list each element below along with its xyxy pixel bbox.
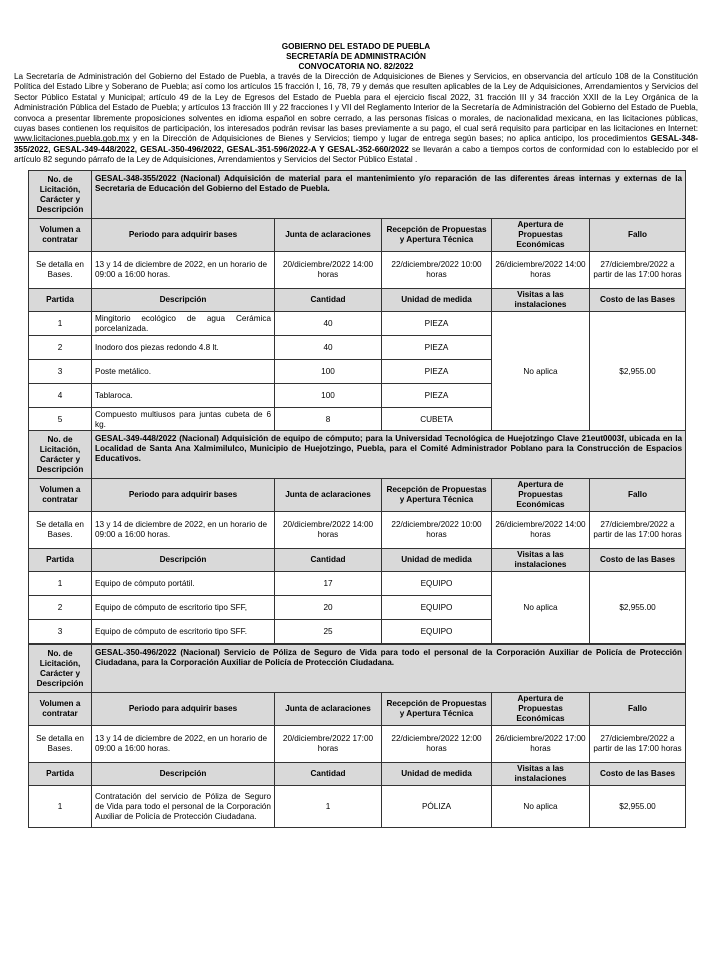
header-convocatoria: CONVOCATORIA NO. 82/2022: [298, 62, 414, 71]
visitas-value: No aplica: [492, 786, 590, 828]
apertura-value: 26/diciembre/2022 14:00 horas: [492, 512, 590, 549]
partida-cell: 5: [29, 408, 92, 432]
apertura-value: 26/diciembre/2022 14:00 horas: [492, 252, 590, 289]
cantidad-cell: 8: [275, 408, 382, 432]
descripcion-cell: Mingitorio ecológico de agua Cerámica porcelanizada.: [92, 312, 275, 336]
fallo-value: 27/diciembre/2022 a partir de las 17:00 horas: [590, 726, 686, 763]
no-licitacion-label: No. de Licitación, Carácter y Descripción: [29, 171, 92, 219]
costo-header: Costo de las Bases: [590, 763, 686, 786]
descripcion-cell: Compuesto multiusos para juntas cubeta de 6 kg.: [92, 408, 275, 432]
cantidad-cell: 1: [275, 786, 382, 828]
document-header: [0, 42, 712, 72]
partida-header: Partida: [29, 549, 92, 572]
cantidad-cell: 17: [275, 572, 382, 596]
cantidad-cell: 100: [275, 384, 382, 408]
volumen-value: Se detalla en Bases.: [29, 726, 92, 763]
visitas-value: No aplica: [492, 572, 590, 644]
intro-paragraph: [14, 72, 698, 166]
partida-cell: 2: [29, 596, 92, 620]
unidad-cell: PIEZA: [382, 384, 492, 408]
unidad-cell: EQUIPO: [382, 596, 492, 620]
costo-value: $2,955.00: [590, 572, 686, 644]
junta-header: Junta de aclaraciones: [275, 693, 382, 726]
no-licitacion-label: No. de Licitación, Carácter y Descripción: [29, 645, 92, 693]
apertura-header: Apertura de Propuestas Económicas: [492, 479, 590, 512]
periodo-value: 13 y 14 de diciembre de 2022, en un horario de 09:00 a 16:00 horas.: [92, 726, 275, 763]
recepcion-header: Recepción de Propuestas y Apertura Técnica: [382, 219, 492, 252]
unidad-header: Unidad de medida: [382, 289, 492, 312]
unidad-cell: PIEZA: [382, 336, 492, 360]
visitas-header: Visitas a las instalaciones: [492, 289, 590, 312]
cantidad-header: Cantidad: [275, 549, 382, 572]
cantidad-cell: 40: [275, 312, 382, 336]
junta-header: Junta de aclaraciones: [275, 219, 382, 252]
tender-title: GESAL-348-355/2022 (Nacional) Adquisición de material para el mantenimiento y/o reparación de las diferentes áreas internas y externas de la Secretaria de Educación del Gobierno del Estado de Puebla.: [92, 171, 686, 219]
junta-value: 20/diciembre/2022 14:00 horas: [275, 512, 382, 549]
descripcion-header: Descripción: [92, 289, 275, 312]
tender-table-2: [28, 430, 686, 644]
unidad-header: Unidad de medida: [382, 549, 492, 572]
partida-cell: 1: [29, 572, 92, 596]
descripcion-cell: Equipo de cómputo de escritorio tipo SFF,: [92, 596, 275, 620]
visitas-value: No aplica: [492, 312, 590, 432]
licitaciones-link[interactable]: www.licitaciones.puebla.gob.mx: [14, 134, 130, 144]
table-row: [29, 572, 686, 596]
periodo-value: 13 y 14 de diciembre de 2022, en un horario de 09:00 a 16:00 horas.: [92, 252, 275, 289]
unidad-header: Unidad de medida: [382, 763, 492, 786]
tender-table-1: [28, 170, 686, 432]
unidad-cell: EQUIPO: [382, 620, 492, 644]
costo-header: Costo de las Bases: [590, 549, 686, 572]
unidad-cell: CUBETA: [382, 408, 492, 432]
volumen-header: Volumen a contratar: [29, 479, 92, 512]
cantidad-cell: 20: [275, 596, 382, 620]
cantidad-cell: 100: [275, 360, 382, 384]
unidad-cell: PÓLIZA: [382, 786, 492, 828]
header-secretariat: SECRETARÍA DE ADMINISTRACIÓN: [286, 52, 426, 61]
no-licitacion-label: No. de Licitación, Carácter y Descripción: [29, 431, 92, 479]
volumen-value: Se detalla en Bases.: [29, 252, 92, 289]
unidad-cell: PIEZA: [382, 360, 492, 384]
recepcion-header: Recepción de Propuestas y Apertura Técnica: [382, 479, 492, 512]
partida-cell: 1: [29, 312, 92, 336]
intro-text-3: se llevarán a cabo a tiempos cortos de conformidad con lo establecido por el artículo 82 segundo párrafo de la Ley de Adquisiciones, Arrendamientos y Servicios del Sector Público Estatal .: [14, 144, 698, 165]
fallo-header: Fallo: [590, 219, 686, 252]
fallo-header: Fallo: [590, 479, 686, 512]
descripcion-cell: Poste metálico.: [92, 360, 275, 384]
partida-cell: 4: [29, 384, 92, 408]
volumen-header: Volumen a contratar: [29, 219, 92, 252]
procedures-list: GESAL-348-355/2022, GESAL-349-448/2022, GESAL-350-496/2022, GESAL-351-596/2022-A Y GESAL-352-660/2022: [14, 134, 698, 154]
partida-cell: 3: [29, 360, 92, 384]
descripcion-cell: Contratación del servicio de Póliza de Seguro de Vida para todo el personal de la Corporación Auxiliar de Policía de Protección Ciudadana.: [92, 786, 275, 828]
table-row: [29, 312, 686, 336]
descripcion-cell: Equipo de cómputo de escritorio tipo SFF.: [92, 620, 275, 644]
junta-header: Junta de aclaraciones: [275, 479, 382, 512]
recepcion-value: 22/diciembre/2022 10:00 horas: [382, 512, 492, 549]
volumen-value: Se detalla en Bases.: [29, 512, 92, 549]
recepcion-value: 22/diciembre/2022 10:00 horas: [382, 252, 492, 289]
visitas-header: Visitas a las instalaciones: [492, 549, 590, 572]
partida-header: Partida: [29, 289, 92, 312]
cantidad-header: Cantidad: [275, 289, 382, 312]
periodo-value: 13 y 14 de diciembre de 2022, en un horario de 09:00 a 16:00 horas.: [92, 512, 275, 549]
partida-cell: 3: [29, 620, 92, 644]
fallo-value: 27/diciembre/2022 a partir de las 17:00 horas: [590, 512, 686, 549]
tender-table-3: [28, 644, 686, 828]
periodo-header: Periodo para adquirir bases: [92, 693, 275, 726]
junta-value: 20/diciembre/2022 17:00 horas: [275, 726, 382, 763]
periodo-header: Periodo para adquirir bases: [92, 479, 275, 512]
apertura-header: Apertura de Propuestas Económicas: [492, 219, 590, 252]
tender-title: GESAL-350-496/2022 (Nacional) Servicio de Póliza de Seguro de Vida para todo el personal de la Corporación Auxiliar de Policía de Protección Ciudadana, para la Corporación Auxiliar de Policía de Protección Ciudadana.: [92, 645, 686, 693]
costo-header: Costo de las Bases: [590, 289, 686, 312]
unidad-cell: PIEZA: [382, 312, 492, 336]
tender-title: GESAL-349-448/2022 (Nacional) Adquisición de equipo de cómputo; para la Universidad Tecnológica de Huejotzingo Clave 21eut0003f, ubicada en la Localidad de Santa Ana Xalmimilulco, Municipio de Huejotzingo, Puebla, para el Comité Administrador Poblano para la Construcción de Espacios Educativos.: [92, 431, 686, 479]
partida-cell: 2: [29, 336, 92, 360]
apertura-header: Apertura de Propuestas Económicas: [492, 693, 590, 726]
costo-value: $2,955.00: [590, 312, 686, 432]
fallo-value: 27/diciembre/2022 a partir de las 17:00 horas: [590, 252, 686, 289]
unidad-cell: EQUIPO: [382, 572, 492, 596]
volumen-header: Volumen a contratar: [29, 693, 92, 726]
costo-value: $2,955.00: [590, 786, 686, 828]
apertura-value: 26/diciembre/2022 17:00 horas: [492, 726, 590, 763]
descripcion-header: Descripción: [92, 763, 275, 786]
intro-text-2: y en la Dirección de Adquisiciones de Bienes y Servicios; tiempo y lugar de entrega según bases; no aplica anticipo, los procedimientos: [129, 134, 651, 144]
recepcion-value: 22/diciembre/2022 12:00 horas: [382, 726, 492, 763]
periodo-header: Periodo para adquirir bases: [92, 219, 275, 252]
cantidad-cell: 40: [275, 336, 382, 360]
recepcion-header: Recepción de Propuestas y Apertura Técnica: [382, 693, 492, 726]
cantidad-cell: 25: [275, 620, 382, 644]
descripcion-cell: Equipo de cómputo portátil.: [92, 572, 275, 596]
cantidad-header: Cantidad: [275, 763, 382, 786]
intro-text-1: La Secretaría de Administración del Gobierno del Estado de Puebla, a través de la Dirección de Adquisiciones de Bienes y Servicios, en observancia del artículo 108 de la Constitución Política del Estado Libre y Soberano de Puebla; así como los artículos 15 fracción I, 16, 78, 79 y demás que resulten aplicables de la Ley de Adquisiciones, Arrendamientos y Servicios del Sector Público Estatal y Municipal; artículo 49 de la Ley de Egresos del Estado de Puebla para el ejercicio fiscal 2022, 31 fracción III y 34 fracción XXII de la Ley Orgánica de la Administración Pública del Estado de Puebla; y artículos 13 fracción III y 22 fracciones I y VII del Reglamento Interior de la Secretaría de Administración del Gobierno del Estado de Puebla, convoca a presentar libremente proposiciones solventes en idioma español en sobre cerrado, a las personas físicas o morales, de nacionalidad mexicana, en las licitaciones públicas, cuyas bases contienen los requisitos de participación, los interesados podrán revisar las bases previamente a su pago, el cual será requisito para participar en las licitaciones en Internet:: [14, 72, 698, 134]
fallo-header: Fallo: [590, 693, 686, 726]
descripcion-header: Descripción: [92, 549, 275, 572]
visitas-header: Visitas a las instalaciones: [492, 763, 590, 786]
junta-value: 20/diciembre/2022 14:00 horas: [275, 252, 382, 289]
table-row: [29, 786, 686, 828]
header-government: GOBIERNO DEL ESTADO DE PUEBLA: [281, 42, 431, 51]
partida-header: Partida: [29, 763, 92, 786]
descripcion-cell: Tablaroca.: [92, 384, 275, 408]
descripcion-cell: Inodoro dos piezas redondo 4.8 lt.: [92, 336, 275, 360]
partida-cell: 1: [29, 786, 92, 828]
